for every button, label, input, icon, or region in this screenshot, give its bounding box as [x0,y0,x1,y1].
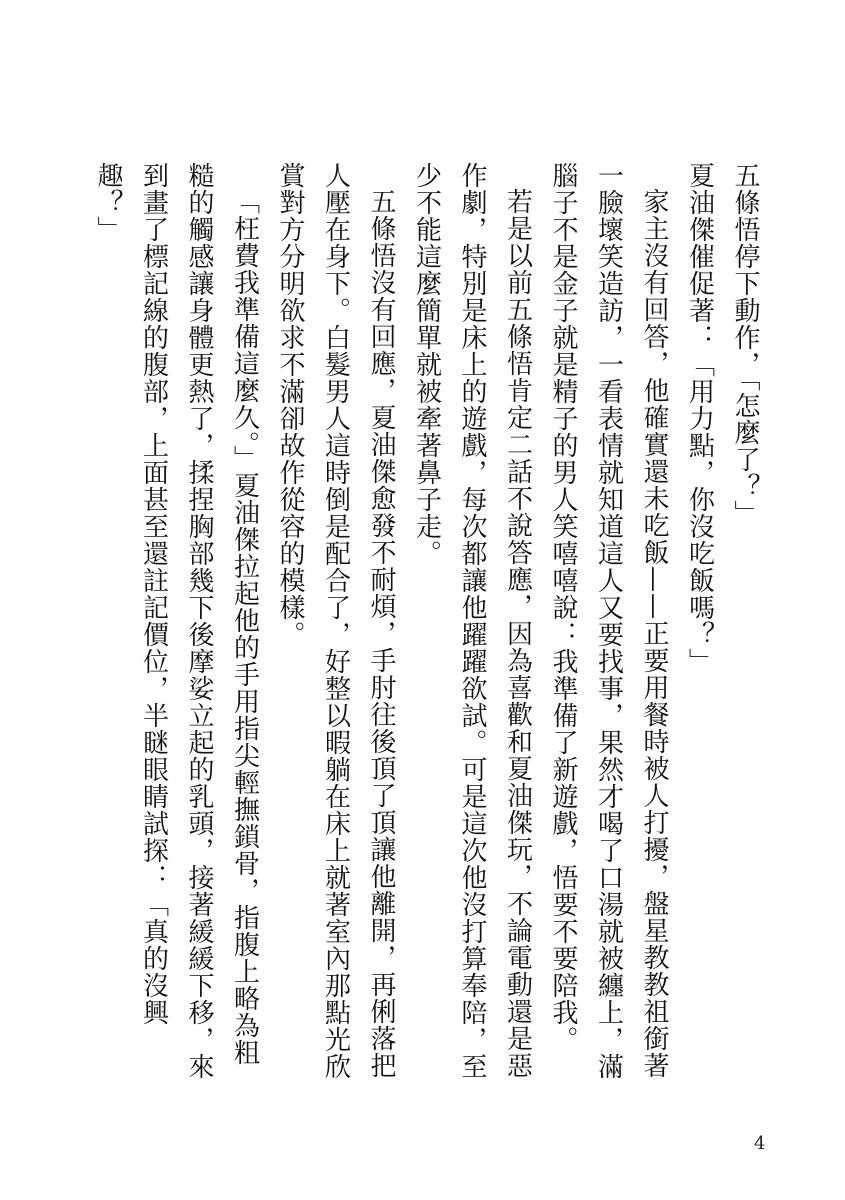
paragraph-5: 五條悟沒有回應，夏油傑愈發不耐煩，手肘往後頂了頂讓他離開，再俐落把人壓在身下。白髮男人這時倒是配合了，好整以暇躺在床上就著室內那點光欣賞對方分明欲求不滿卻故作從容的模樣。 [275,162,396,1080]
paragraph-6: 「枉費我準備這麼久。」夏油傑拉起他的手用指尖輕撫鎖骨，指腹上略為粗糙的觸感讓身體更熱了，揉捏胸部幾下後摩娑立起的乳頭，接著緩緩下移，來到畫了標記線的腹部，上面甚至還註記價位，半瞇眼睛試探：「真的沒興趣？」 [93,162,260,1080]
paragraph-1: 五條悟停下動作，「怎麼了？」 [730,162,760,527]
page-number: 4 [754,1133,766,1154]
paragraph-2: 夏油傑催促著：「用力點，你沒吃飯嗎？」 [684,162,715,675]
paragraph-4: 若是以前五條悟肯定二話不說答應，因為喜歡和夏油傑玩，不論電動還是惡作劇，特別是床上的遊戲，每次都讓他躍躍欲試。可是這次他沒打算奉陪，至少不能這麼簡單就被牽著鼻子走。 [411,162,533,1080]
paragraph-3: 家主沒有回答，他確實還未吃飯——正要用餐時被人打擾，盤星教教祖銜著一臉壞笑造訪，一看表情就知道這人又要找事，果然才喝了口湯就被纏上，滿腦子不是金子就是精子的男人笑嘻嘻說：我準備了新遊戲，悟要不要陪我。 [548,162,669,1080]
body-text [67,162,767,1092]
